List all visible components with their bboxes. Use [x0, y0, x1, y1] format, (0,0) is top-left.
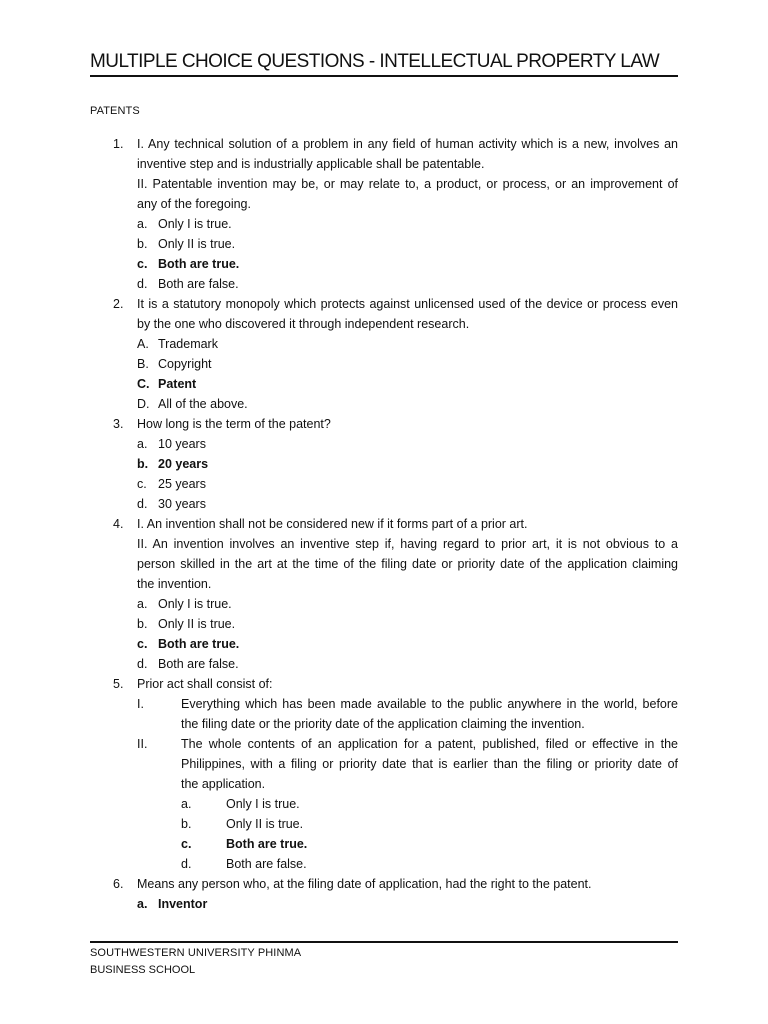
choice-item	[137, 494, 678, 514]
choice-letter: d.	[137, 497, 148, 511]
choice-item-emphasized	[137, 634, 678, 654]
choice-letter: d.	[181, 857, 192, 871]
question-stem-line: I. An invention shall not be considered new if it forms part of a prior art.	[137, 517, 528, 531]
choice-text: Both are false.	[226, 857, 307, 871]
question-stem-line: II. An invention involves an inventive step if, having regard to prior art, it is not obvious to a	[137, 537, 678, 551]
choice-item	[137, 434, 678, 454]
question-1	[113, 134, 678, 294]
choice-text: Both are true.	[158, 257, 240, 271]
footer-school: BUSINESS SCHOOL	[90, 964, 196, 976]
footer-rule	[90, 941, 678, 943]
choice-item	[137, 354, 678, 374]
question-stem	[137, 874, 678, 894]
question-stem-line: person skilled in the art at the time of the filing date or priority date of the application claiming	[137, 557, 678, 571]
section-heading: PATENTS	[90, 105, 140, 117]
choice-text: Only I is true.	[226, 797, 300, 811]
statement-text	[181, 734, 678, 794]
choice-item	[137, 474, 678, 494]
statement-text-line: The whole contents of an application for a patent, published, filed or effective in the	[181, 737, 678, 751]
question-stem	[137, 674, 678, 694]
choice-text: Inventor	[158, 897, 208, 911]
question-stem	[137, 134, 678, 214]
choice-item-emphasized	[137, 374, 678, 394]
choice-item	[137, 334, 678, 354]
choice-item-emphasized	[137, 454, 678, 474]
choice-item	[137, 234, 678, 254]
question-stem-line: II. Patentable invention may be, or may relate to, a product, or process, or an improvement of	[137, 177, 678, 191]
choice-letter: C.	[137, 377, 150, 391]
choice-text: 30 years	[158, 497, 206, 511]
choice-item	[137, 594, 678, 614]
choice-item	[137, 394, 678, 414]
choice-text: Both are true.	[158, 637, 240, 651]
statement-item	[137, 694, 678, 734]
statement-item	[137, 734, 678, 794]
choice-text: Only II is true.	[226, 817, 304, 831]
choice-text: 25 years	[158, 477, 206, 491]
choice-letter: a.	[137, 217, 148, 231]
choice-letter: c.	[137, 477, 147, 491]
question-stem	[137, 514, 678, 594]
choice-letter: b.	[137, 457, 149, 471]
choice-text: Both are true.	[226, 837, 308, 851]
question-stem	[137, 294, 678, 334]
question-4	[113, 514, 678, 674]
choice-item	[181, 814, 678, 834]
choice-text: Patent	[158, 377, 197, 391]
choice-letter: d.	[137, 657, 148, 671]
choice-text: Copyright	[158, 357, 212, 371]
question-stem-line: the invention.	[137, 577, 212, 591]
choice-letter: a.	[181, 797, 192, 811]
choice-item	[137, 654, 678, 674]
choice-item	[181, 794, 678, 814]
choice-text: All of the above.	[158, 397, 248, 411]
title-rule	[90, 75, 678, 77]
choice-text: 20 years	[158, 457, 209, 471]
choice-item-emphasized	[137, 894, 678, 914]
statement-numeral: II.	[137, 737, 148, 751]
question-number: 2.	[113, 297, 124, 311]
question-number: 3.	[113, 417, 124, 431]
choice-letter: A.	[137, 337, 149, 351]
question-number: 6.	[113, 877, 124, 891]
choice-text: Only I is true.	[158, 217, 232, 231]
choice-letter: b.	[181, 817, 192, 831]
choice-item-emphasized	[137, 254, 678, 274]
question-stem-line: Prior act shall consist of:	[137, 677, 273, 691]
statement-text-line: the application.	[181, 777, 266, 791]
question-3	[113, 414, 678, 514]
choice-letter: c.	[137, 637, 148, 651]
question-stem-line: by the one who discovered it through independent research.	[137, 317, 470, 331]
choice-letter: c.	[137, 257, 148, 271]
document-title: MULTIPLE CHOICE QUESTIONS - INTELLECTUAL PROPERTY LAW	[90, 51, 660, 72]
choice-item	[181, 854, 678, 874]
choice-item-emphasized	[181, 834, 678, 854]
question-stem-line: any of the foregoing.	[137, 197, 251, 211]
statement-text-line: Philippines, with a filing or priority date that is earlier than the filing or priority date of	[181, 757, 678, 771]
choice-list	[137, 334, 678, 414]
statement-numeral: I.	[137, 697, 144, 711]
footer-institution: SOUTHWESTERN UNIVERSITY PHINMA	[90, 947, 302, 959]
choice-letter: c.	[181, 837, 192, 851]
question-stem-line: I. Any technical solution of a problem in any field of human activity which is a new, involves an	[137, 137, 678, 151]
choice-text: Both are false.	[158, 277, 239, 291]
choice-letter: d.	[137, 277, 148, 291]
question-number: 4.	[113, 517, 124, 531]
question-number: 1.	[113, 137, 124, 151]
choice-list	[137, 894, 678, 914]
question-number: 5.	[113, 677, 124, 691]
choice-item	[137, 614, 678, 634]
question-stem	[137, 414, 678, 434]
statement-text-line: the filing date or the priority date of the application claiming the invention.	[181, 717, 585, 731]
choice-text: 10 years	[158, 437, 206, 451]
question-stem-line: How long is the term of the patent?	[137, 417, 331, 431]
choice-text: Both are false.	[158, 657, 239, 671]
question-6	[113, 874, 678, 914]
choice-text: Only I is true.	[158, 597, 232, 611]
statement-list	[137, 694, 678, 794]
choice-letter: b.	[137, 237, 148, 251]
choice-letter: a.	[137, 597, 148, 611]
choice-text: Only II is true.	[158, 617, 236, 631]
choice-letter: b.	[137, 617, 148, 631]
choice-list	[137, 594, 678, 674]
question-list	[113, 134, 678, 914]
choice-list	[137, 214, 678, 294]
choice-list	[137, 434, 678, 514]
question-stem-line: inventive step and is industrially applicable shall be patentable.	[137, 157, 485, 171]
choice-letter: a.	[137, 897, 148, 911]
question-stem-line: It is a statutory monopoly which protects against unlicensed used of the device or process even	[137, 297, 678, 311]
choice-item	[137, 274, 678, 294]
question-5	[113, 674, 678, 874]
choice-letter: D.	[137, 397, 150, 411]
choice-text: Only II is true.	[158, 237, 236, 251]
choice-list	[181, 794, 678, 874]
choice-item	[137, 214, 678, 234]
choice-text: Trademark	[158, 337, 218, 351]
question-stem-line: Means any person who, at the filing date of application, had the right to the patent.	[137, 877, 592, 891]
question-2	[113, 294, 678, 414]
statement-text-line: Everything which has been made available to the public anywhere in the world, before	[181, 697, 678, 711]
choice-letter: B.	[137, 357, 149, 371]
choice-letter: a.	[137, 437, 148, 451]
statement-text	[181, 694, 678, 734]
